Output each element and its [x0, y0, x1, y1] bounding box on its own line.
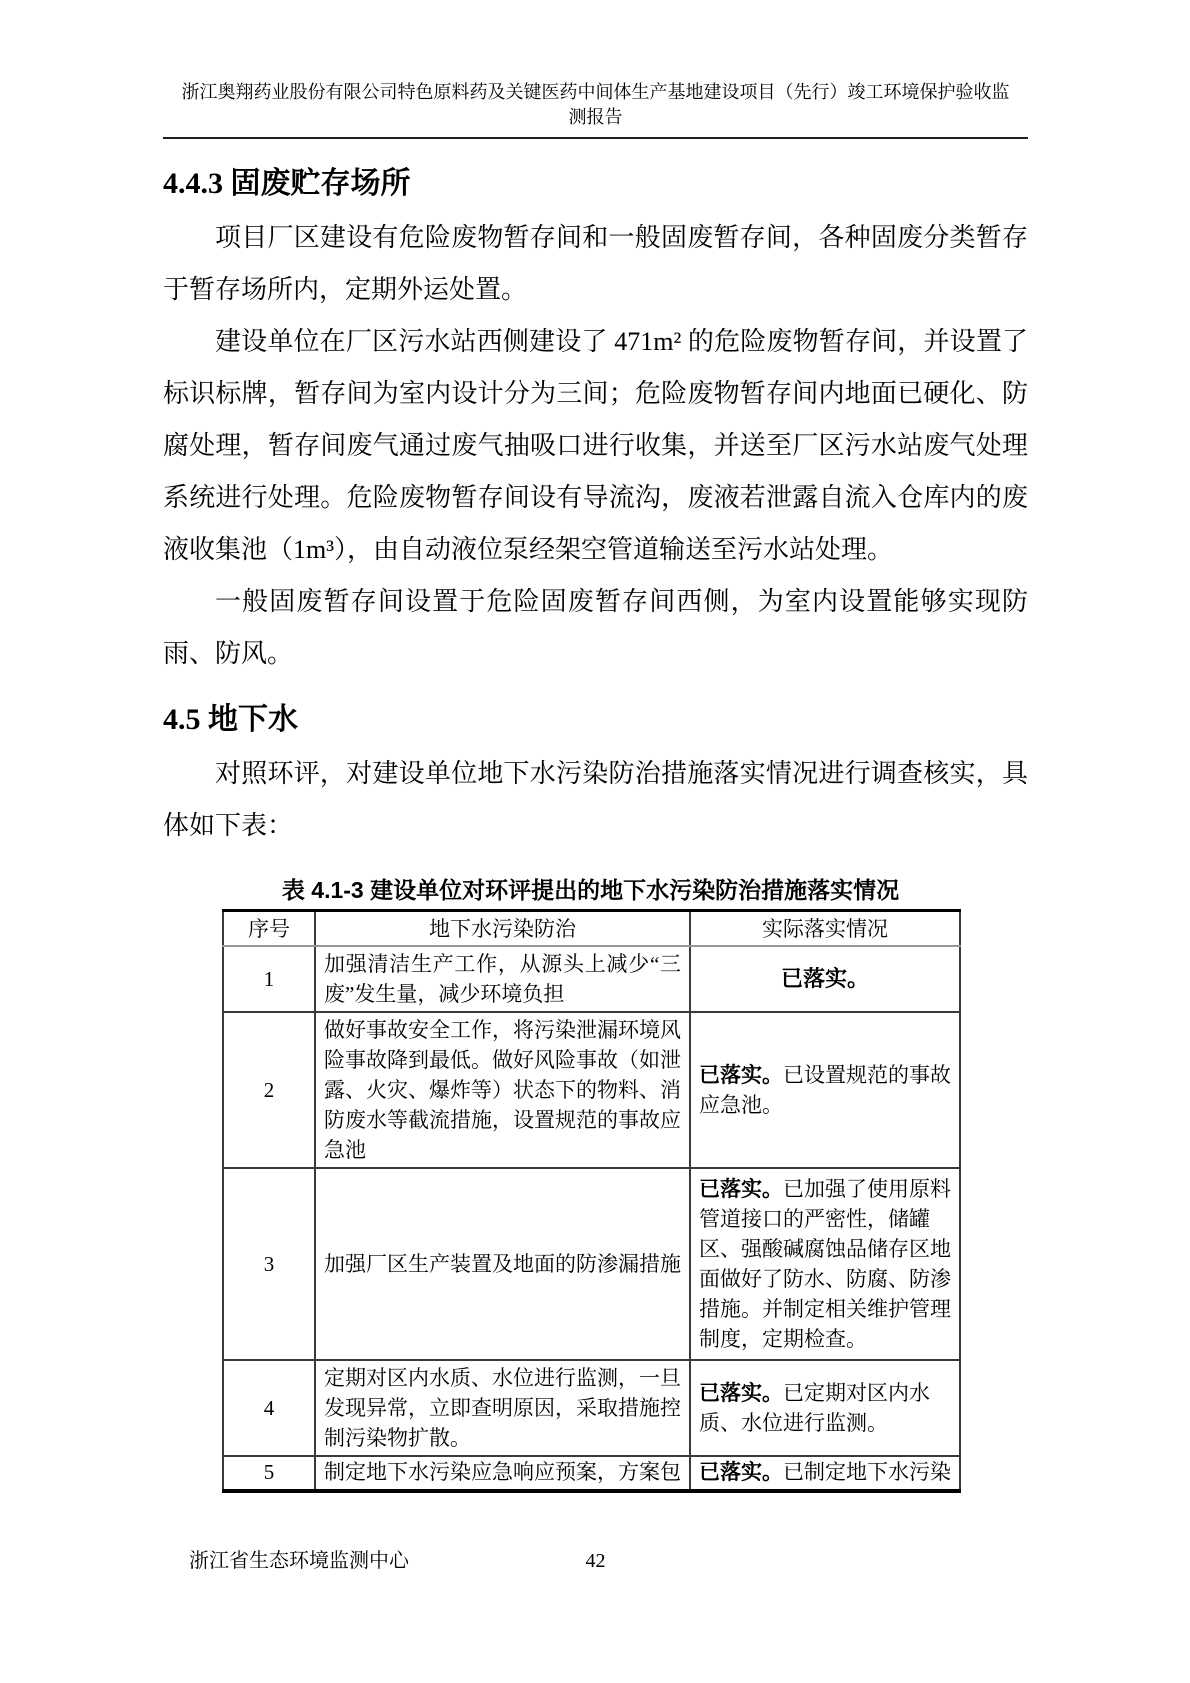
- row-number: 1: [223, 946, 315, 1012]
- page-footer: [163, 1548, 1028, 1574]
- row-number: 2: [223, 1012, 315, 1168]
- measure-cell: 加强厂区生产装置及地面的防渗漏措施: [315, 1168, 690, 1360]
- paragraph-solid-waste-3: 一般固废暂存间设置于危险固废暂存间西侧，为室内设置能够实现防雨、防风。: [163, 587, 1028, 668]
- status-cell: [690, 1012, 960, 1168]
- column-header-status: 实际落实情况: [690, 911, 960, 947]
- table-header-row: [223, 911, 960, 947]
- table-body: [223, 946, 960, 1491]
- paragraph-solid-waste-2: 建设单位在厂区污水站西侧建设了 471m² 的危险废物暂存间，并设置了标识标牌，暂存间为室内设计分为三间；危险废物暂存间内地面已硬化、防腐处理，暂存间废气通过废气抽吸口进行收集，并送至厂区污水站废气处理系统进行处理。危险废物暂存间设有导流沟，废液若泄露自流入仓库内的废液收集池（1m³），由自动液位泵经架空管道输送至污水站处理。: [163, 327, 1028, 564]
- table-row: [223, 1360, 960, 1456]
- paragraph-groundwater-intro: 对照环评，对建设单位地下水污染防治措施落实情况进行调查核实，具体如下表：: [163, 759, 1028, 840]
- measure-cell: 加强清洁生产工作，从源头上减少“三废”发生量，减少环境负担: [315, 946, 690, 1012]
- status-detail: 已制定地下水污染: [783, 1459, 951, 1484]
- table-row: [223, 1012, 960, 1168]
- column-header-number: 序号: [223, 911, 315, 947]
- measure-cell: 定期对区内水质、水位进行监测，一旦发现异常，立即查明原因，采取措施控制污染物扩散。: [315, 1360, 690, 1456]
- table-row: [223, 1168, 960, 1360]
- table-row: [223, 946, 960, 1012]
- header-line-1: 浙江奥翔药业股份有限公司特色原料药及关键医药中间体生产基地建设项目（先行）竣工环境保护验收监: [181, 82, 1010, 102]
- column-header-measure: 地下水污染防治: [315, 911, 690, 947]
- section-title-45: 4.5 地下水: [163, 703, 298, 736]
- status-detail: 已设置规范的事故应急池。: [699, 1063, 951, 1117]
- row-number: 4: [223, 1360, 315, 1456]
- table-row: [223, 1456, 960, 1491]
- document-header: [163, 80, 1028, 139]
- row-number: 5: [223, 1456, 315, 1491]
- header-line-2: 测报告: [568, 107, 623, 127]
- measure-cell: 制定地下水污染应急响应预案，方案包: [315, 1456, 690, 1491]
- table-title: 表 4.1-3 建设单位对环评提出的地下水污染防治措施落实情况: [281, 877, 900, 903]
- status-label: 已落实。: [699, 1459, 783, 1484]
- status-label: 已落实。: [699, 1177, 783, 1201]
- status-cell: [690, 946, 960, 1012]
- section-title-443: 4.4.3 固废贮存场所: [163, 167, 411, 200]
- status-label: 已落实。: [780, 966, 869, 991]
- status-cell: [690, 1456, 960, 1491]
- footer-organization: 浙江省生态环境监测中心: [189, 1550, 409, 1572]
- status-label: 已落实。: [699, 1063, 783, 1087]
- status-label: 已落实。: [699, 1381, 783, 1405]
- footer-page-number: 42: [585, 1550, 606, 1572]
- status-cell: [690, 1168, 960, 1360]
- paragraph-solid-waste-1: 项目厂区建设有危险废物暂存间和一般固废暂存间，各种固废分类暂存于暂存场所内，定期外运处置。: [163, 223, 1028, 304]
- measure-cell: 做好事故安全工作，将污染泄漏环境风险事故降到最低。做好风险事故（如泄露、火灾、爆炸等）状态下的物料、消防废水等截流措施，设置规范的事故应急池: [315, 1012, 690, 1168]
- status-detail: 已定期对区内水质、水位进行监测。: [699, 1381, 930, 1435]
- row-number: 3: [223, 1168, 315, 1360]
- status-cell: [690, 1360, 960, 1456]
- groundwater-measures-table: [222, 909, 961, 1493]
- status-detail: 已加强了使用原料管道接口的严密性，储罐区、强酸碱腐蚀品储存区地面做好了防水、防腐、防渗措施。并制定相关维护管理制度，定期检查。: [699, 1177, 951, 1351]
